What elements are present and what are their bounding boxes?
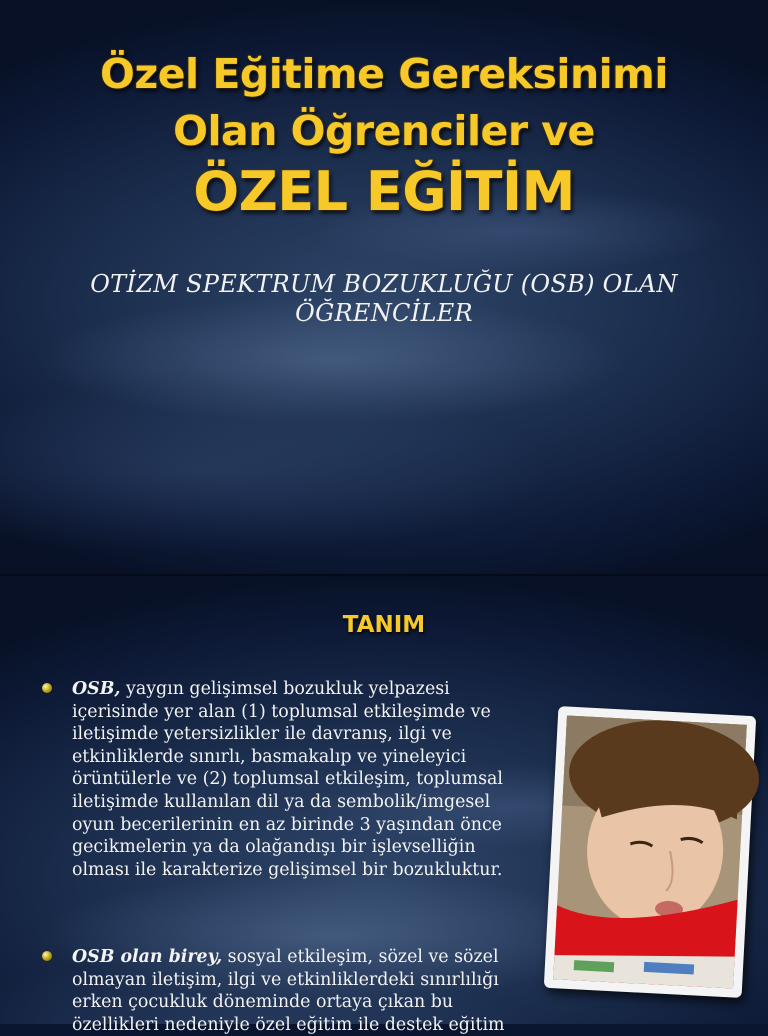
title-line-1: Özel Eğitime Gereksinimi — [100, 50, 668, 98]
bullet-body: yaygın gelişimsel bozukluk yelpazesi içerisinde yer alan (1) toplumsal etkileşimde ve iletişimde yetersizlikler ile davranış, ilgi ve etkinliklerde sınırlı, basmakalıp ve yineleyici örüntülerle ve (2) toplumsal etkileşim, toplumsal iletişimde kullanılan dil ya da sembolik/imgesel oyun becerilerinin en az birinde 3 yaşından önce gecikmelerin ya da olağandışı bir işlevselliğin olması ile karakterize gelişimsel bir bozukluktur. — [72, 679, 503, 880]
photo-image — [553, 715, 747, 988]
title-line-3: ÖZEL EĞİTİM — [193, 160, 575, 223]
subtitle: OTİZM SPEKTRUM BOZUKLUĞU (OSB) OLAN ÖĞRENCİLER — [90, 270, 678, 327]
bullet-dot-icon — [42, 951, 52, 961]
bullet-dot-icon — [42, 683, 52, 693]
slide-heading: TANIM — [342, 612, 426, 638]
bullet-lead: OSB, — [72, 679, 121, 699]
child-reading-illustration — [553, 715, 747, 988]
bullet-item-2 — [42, 946, 522, 1036]
bullet-item-1 — [42, 678, 522, 881]
slide-2 — [0, 576, 768, 1035]
bullet-lead: OSB olan birey, — [72, 947, 223, 967]
child-reading-photo — [544, 706, 756, 998]
title-line-2: Olan Öğrenciler ve — [173, 107, 595, 155]
bullet-text — [72, 678, 522, 881]
bullet-text — [72, 946, 522, 1036]
bullet-body: sosyal etkileşim, sözel ve sözel olmayan iletişim, ilgi ve etkinliklerdeki sınırlılığı erken çocukluk döneminde ortaya çıkan bu özellikleri nedeniyle özel eğitim ile destek eğitim — [72, 947, 505, 1035]
